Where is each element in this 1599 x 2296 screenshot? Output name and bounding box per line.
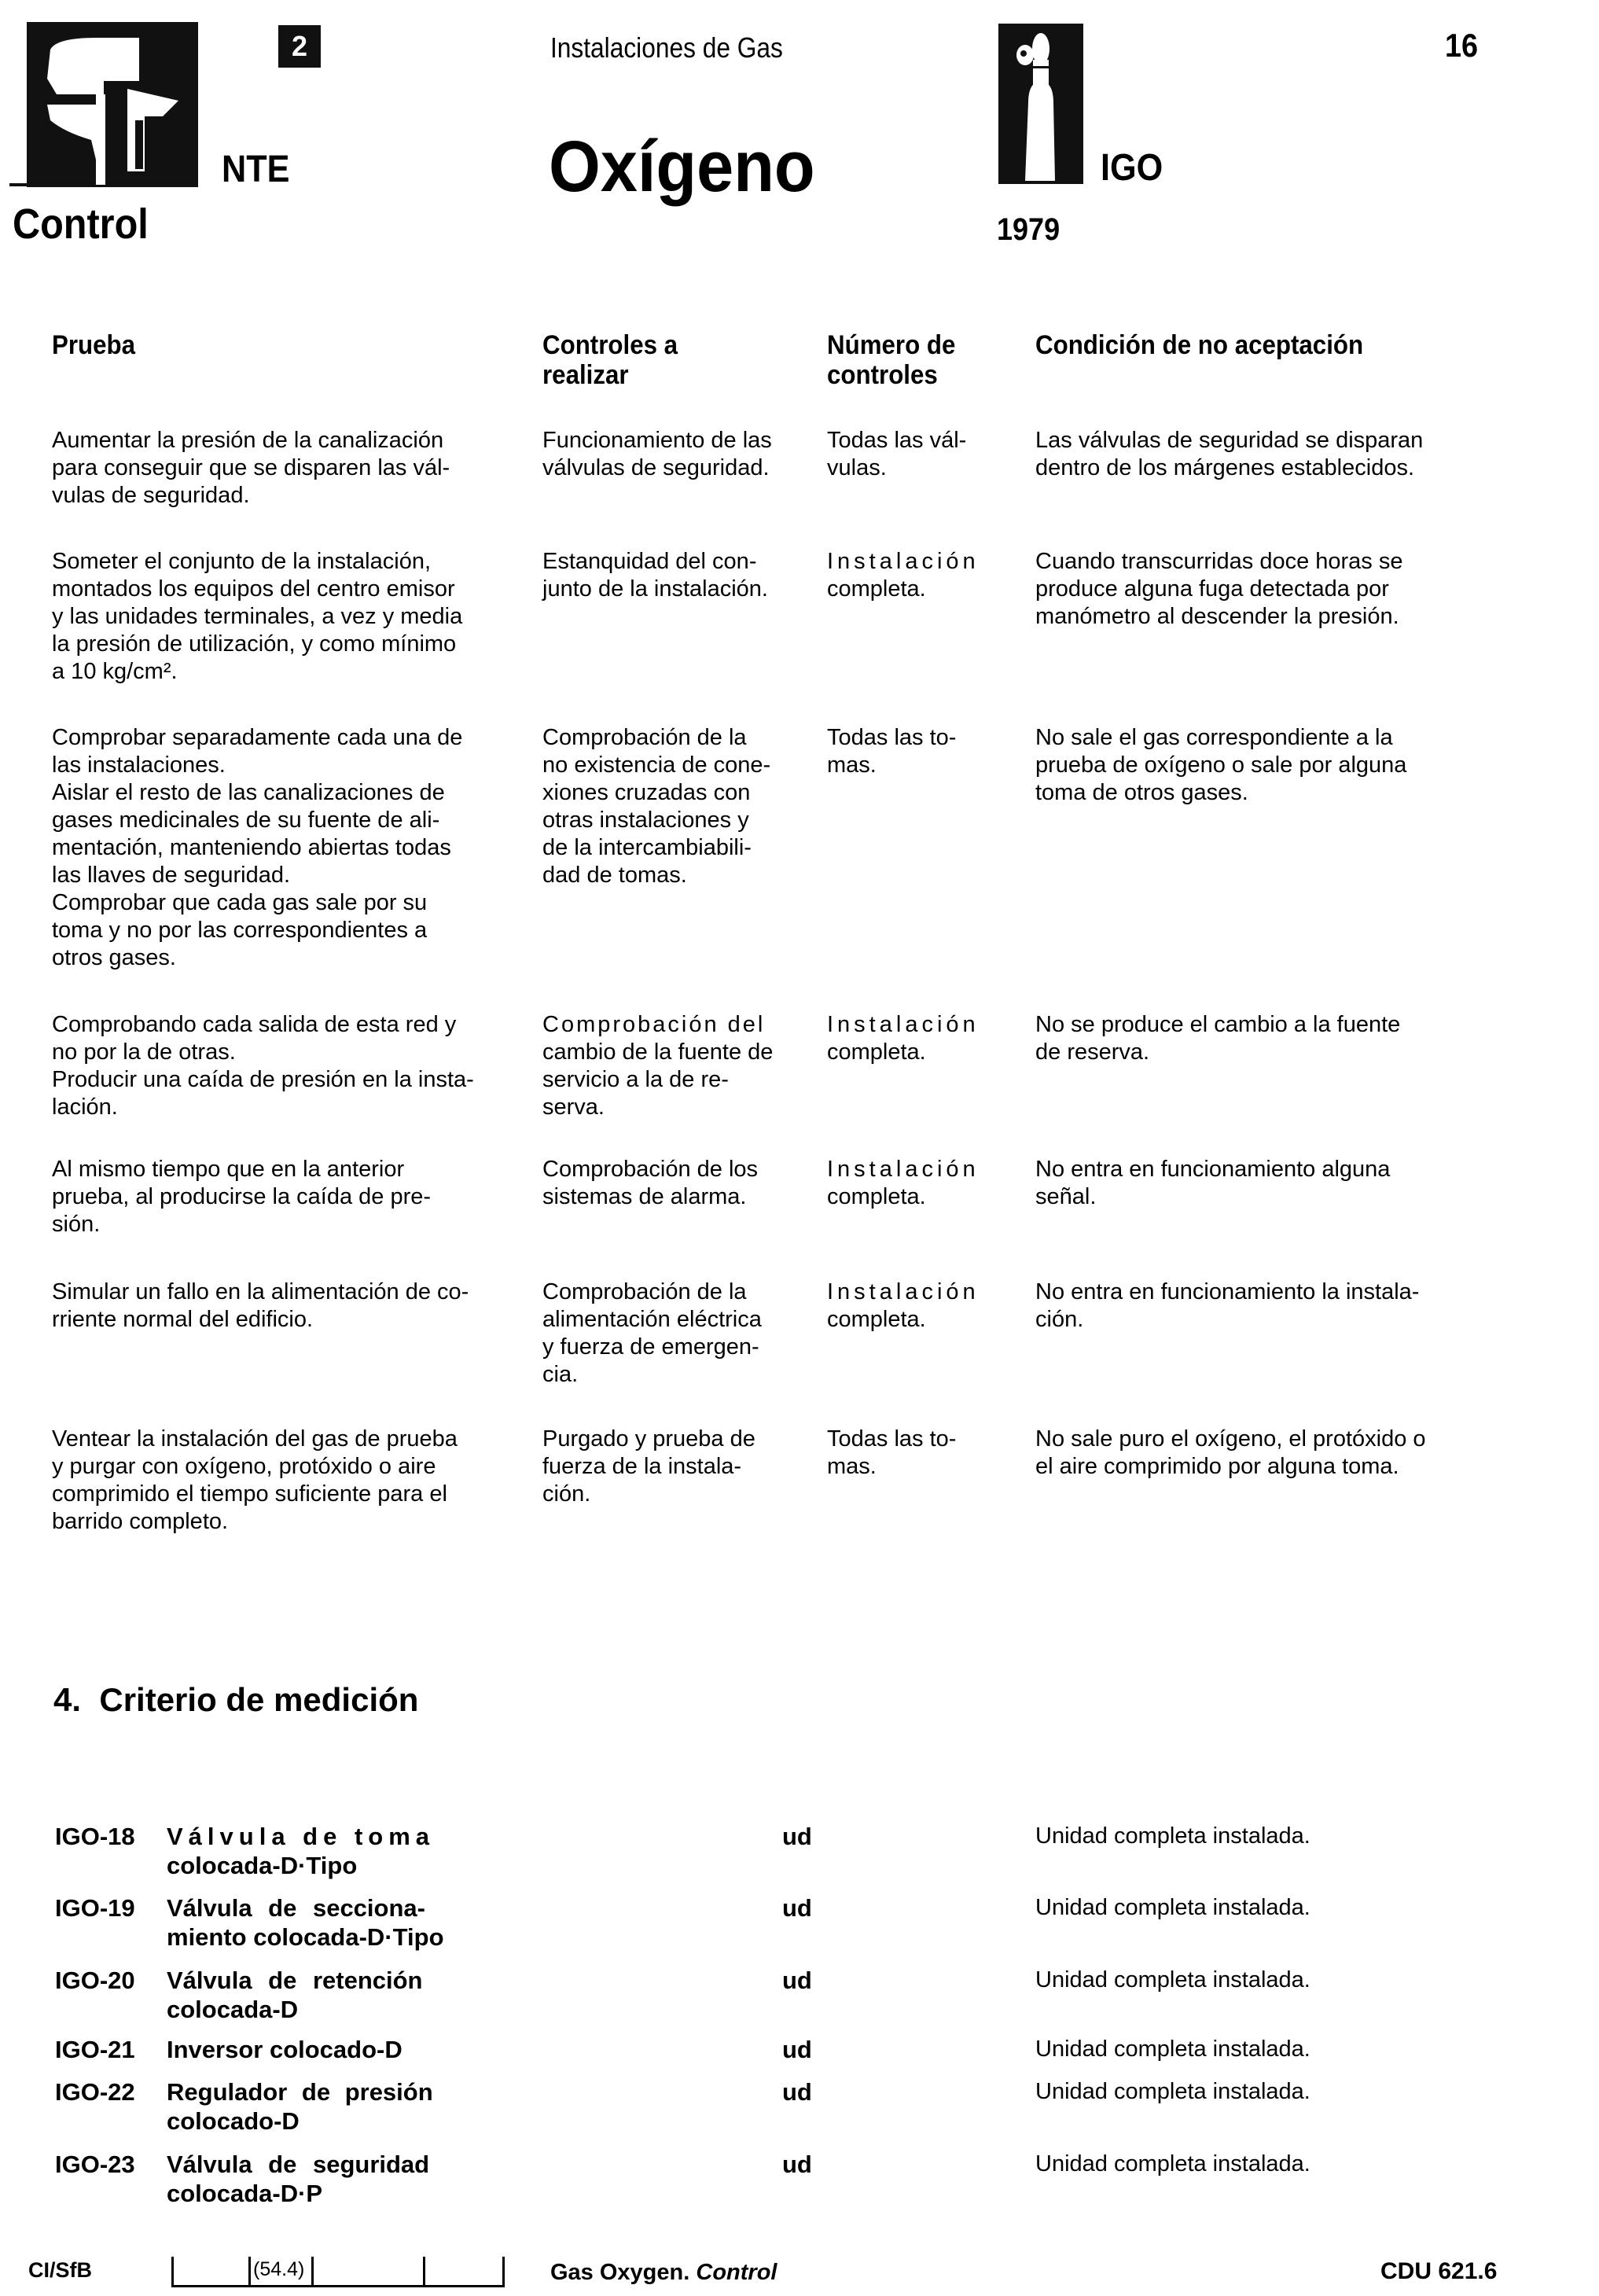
page-title: Oxígeno [549,127,815,207]
condicion-cell: No se produce el cambio a la fuente de reserva. [1035,1012,1401,1065]
oxygen-cylinder-logo [998,24,1083,184]
prueba-cell: Al mismo tiempo que en la anterior prueba, al producirse la caída de pre- sión. [52,1157,432,1237]
item-criterion: Unidad completa instalada. [1035,1823,1310,1849]
item-description: Válvula de toma colocada-D·Tipo [167,1823,436,1879]
gas-cylinder-icon [998,24,1083,184]
part-label: Control [13,201,149,248]
item-criterion: Unidad completa instalada. [1035,2151,1310,2176]
nte-label: NTE [222,149,290,190]
prueba-cell: Aumentar la presión de la canalización para conseguir que se disparen las vál- vulas de seguridad. [52,428,450,508]
item-code: IGO-18 [55,1823,135,1850]
item-unit: ud [782,2151,812,2178]
prueba-cell: Comprobando cada salida de esta red y no por la de otras. Producir una caída de presión en la insta- lación. [52,1012,474,1120]
item-criterion: Unidad completa instalada. [1035,1967,1310,1992]
controles-cell: Comprobación del cambio de la fuente de servicio a la de re- serva. [542,1012,774,1120]
item-description: Válvula de secciona- miento colocada-D·Tipo [167,1894,444,1951]
condicion-cell: No sale el gas correspondiente a la prueba de oxígeno o sale por alguna toma de otros gases. [1035,725,1407,805]
controles-cell: Comprobación de los sistemas de alarma. [542,1157,759,1209]
prueba-cell: Someter el conjunto de la instalación, montados los equipos del centro emisor y las unidades terminales, a vez y media la presión de utilización, y como mínimo a 10 kg/cm². [52,549,463,684]
prueba-cell: Simular un fallo en la alimentación de co- rriente normal del edificio. [52,1279,469,1332]
col-header-prueba: Prueba [52,330,136,360]
cisfb-classification-box [171,2257,505,2287]
page-number: 16 [1445,27,1479,64]
controles-cell: Comprobación de la alimentación eléctrica y fuerza de emergen- cia. [542,1279,762,1387]
col-header-controles: Controles a realizar [542,330,678,390]
document-code: IGO [1101,147,1163,189]
numero-cell: Todas las to- mas. [827,1426,957,1479]
item-code: IGO-21 [55,2036,135,2063]
numero-cell: Todas las vál- vulas. [827,428,967,480]
publication-year: 1979 [997,212,1060,247]
numero-cell: Instalación completa. [827,1012,980,1065]
item-criterion: Unidad completa instalada. [1035,1895,1310,1920]
cdu-classification: CDU 621.6 [1380,2258,1498,2284]
item-criterion: Unidad completa instalada. [1035,2079,1310,2104]
condicion-cell: No sale puro el oxígeno, el protóxido o el aire comprimido por alguna toma. [1035,1426,1426,1479]
cisfb-code: (54.4) [253,2258,305,2280]
item-description: Válvula de retención colocada-D [167,1967,423,2023]
category-label: Instalaciones de Gas [550,31,783,64]
item-code: IGO-23 [55,2151,135,2178]
controles-cell: Purgado y prueba de fuerza de la instala- ción. [542,1426,755,1507]
english-title: Gas Oxygen. Control [550,2260,777,2285]
item-code: IGO-20 [55,1967,135,1994]
caliper-icon [9,22,198,187]
item-code: IGO-19 [55,1894,135,1922]
numero-cell: Instalación completa. [827,549,980,602]
condicion-cell: Las válvulas de seguridad se disparan dentro de los márgenes establecidos. [1035,428,1424,480]
item-code: IGO-22 [55,2078,135,2106]
condicion-cell: No entra en funcionamiento alguna señal. [1035,1157,1391,1209]
controles-cell: Funcionamiento de las válvulas de seguridad. [542,428,772,480]
item-unit: ud [782,1823,812,1850]
col-header-numero: Número de controles [827,330,956,390]
numero-cell: Instalación completa. [827,1279,980,1332]
item-unit: ud [782,1894,812,1922]
numero-cell: Todas las to- mas. [827,725,957,778]
controles-cell: Comprobación de la no existencia de cone- xiones cruzadas con otras instalaciones y de la intercambiabili- dad de tomas. [542,725,771,888]
item-unit: ud [782,2078,812,2106]
item-criterion: Unidad completa instalada. [1035,2037,1310,2062]
prueba-cell: Comprobar separadamente cada una de las instalaciones. Aislar el resto de las canalizaciones de gases medicinales de su fuente de ali- mentación, manteniendo abiertas todas las llaves de seguridad. Comprobar que cada gas sale por su toma y no por las correspondientes a otros gases. [52,725,463,970]
item-unit: ud [782,2036,812,2063]
numero-cell: Instalación completa. [827,1157,980,1209]
section-title-criterio-medicion: 4. Criterio de medición [53,1681,419,1718]
condicion-cell: No entra en funcionamiento la instala- ción. [1035,1279,1420,1332]
condicion-cell: Cuando transcurridas doce horas se produce alguna fuga detectada por manómetro al descender la presión. [1035,549,1403,629]
col-header-condicion: Condición de no aceptación [1035,330,1364,360]
nte-control-logo [9,22,198,187]
controles-cell: Estanquidad del con- junto de la instalación. [542,549,768,602]
prueba-cell: Ventear la instalación del gas de prueba y purgar con oxígeno, protóxido o aire comprimido el tiempo suficiente para el barrido completo. [52,1426,458,1534]
item-description: Regulador de presión colocado-D [167,2078,433,2135]
item-description: Válvula de seguridad colocada-D·P [167,2151,430,2207]
cisfb-label: CI/SfB [28,2258,92,2282]
item-unit: ud [782,1967,812,1994]
section-number-badge: 2 [278,25,321,68]
item-description: Inversor colocado-D [167,2036,403,2063]
